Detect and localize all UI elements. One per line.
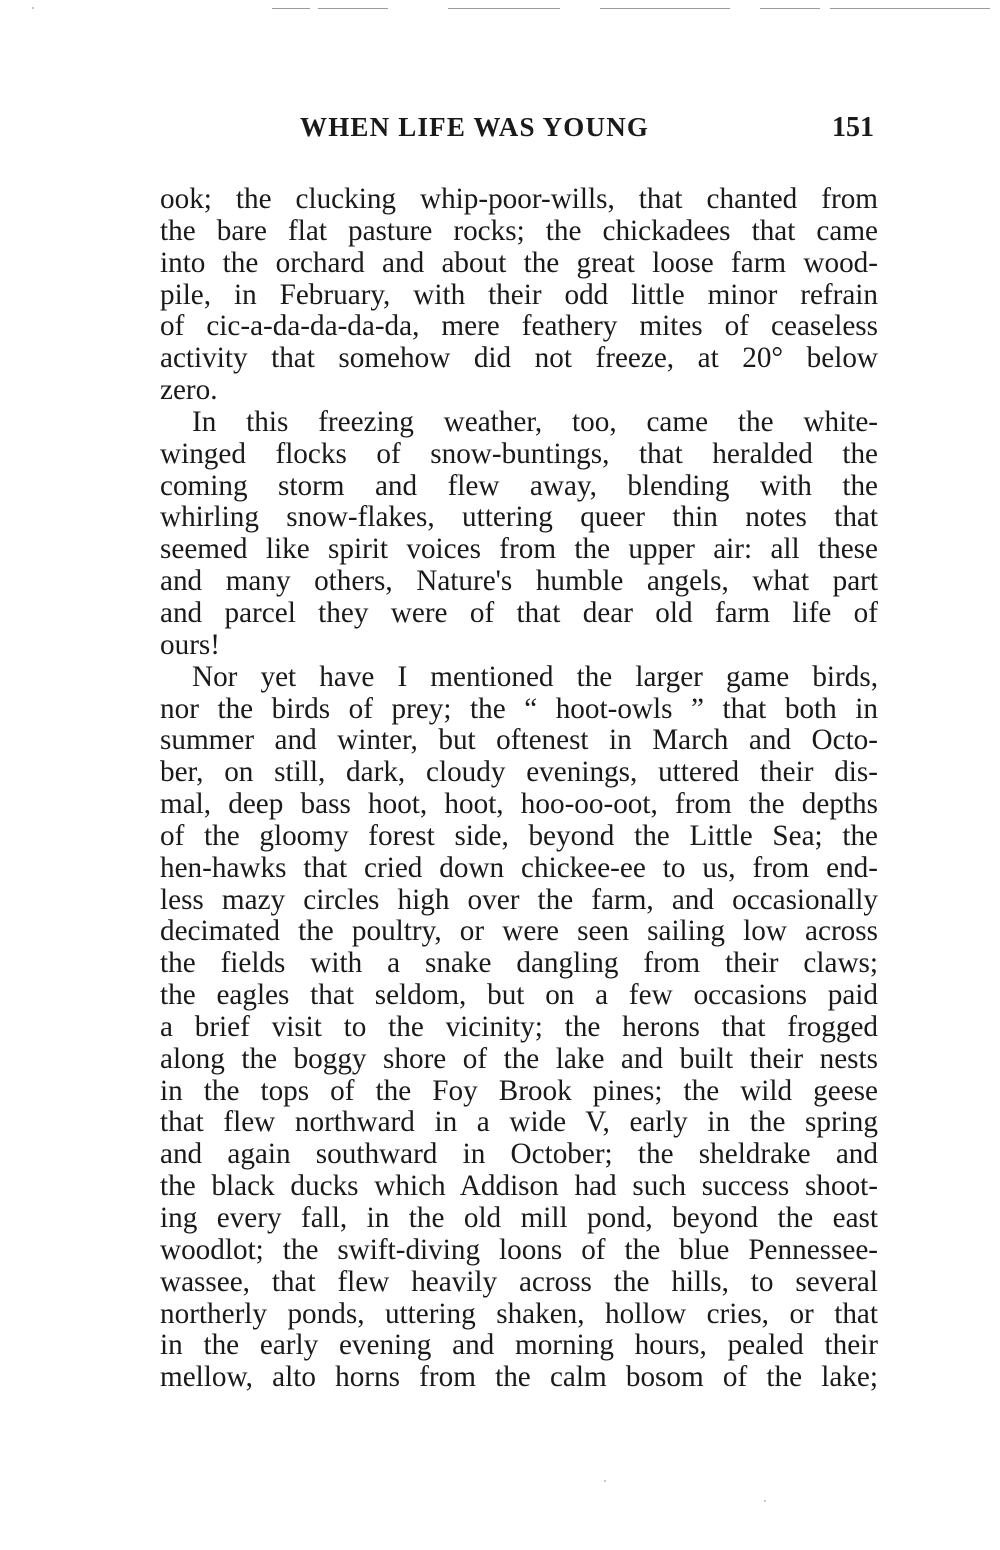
text-line: pile, in February, with their odd little minor refrain (160, 278, 878, 311)
text-line: ing every fall, in the old mill pond, beyond the east (160, 1202, 878, 1234)
scan-mark (272, 8, 310, 9)
text-line: hen-hawks that cried down chickee-ee to us, from end- (160, 851, 878, 884)
scan-mark (448, 8, 560, 9)
scan-dot (32, 7, 34, 9)
text-line: in the tops of the Foy Brook pines; the wild geese (160, 1074, 878, 1107)
text-line: the bare flat pasture rocks; the chickadees that came (160, 214, 878, 247)
running-title: WHEN LIFE WAS YOUNG (300, 112, 650, 142)
text-line: a brief visit to the vicinity; the herons that frogged (160, 1010, 878, 1043)
text-line: mellow, alto horns from the calm bosom of the lake; (160, 1361, 878, 1394)
text-line: whirling snow-flakes, uttering queer thin notes that (160, 501, 878, 534)
scan-mark (830, 8, 990, 9)
text-line: along the boggy shore of the lake and built their nests (160, 1042, 878, 1075)
text-line: woodlot; the swift-diving loons of the blue Pennessee- (160, 1233, 878, 1266)
running-head (160, 112, 878, 152)
text-line: Nor yet have I mentioned the larger game birds, (192, 660, 878, 693)
text-line: zero. (160, 374, 218, 407)
text-line: and parcel they were of that dear old farm life of (160, 596, 878, 629)
scan-mark (600, 8, 730, 9)
text-line: of the gloomy forest side, beyond the Little Sea; the (160, 819, 878, 852)
text-line: In this freezing weather, too, came the white- (192, 405, 878, 438)
text-line: into the orchard and about the great loose farm wood- (160, 246, 878, 279)
scan-dot (604, 1480, 606, 1482)
page-number: 151 (832, 112, 874, 143)
text-line: and again southward in October; the sheldrake and (160, 1138, 878, 1171)
text-line: ber, on still, dark, cloudy evenings, uttered their dis- (160, 756, 878, 789)
text-line: northerly ponds, uttering shaken, hollow cries, or that (160, 1297, 878, 1330)
text-line: of cic-a-da-da-da-da, mere feathery mites of ceaseless (160, 310, 878, 343)
text-line: winged flocks of snow-buntings, that heralded the (160, 437, 878, 470)
text-line: decimated the poultry, or were seen sailing low across (160, 915, 878, 948)
text-line: the eagles that seldom, but on a few occasions paid (160, 979, 878, 1012)
text-line: mal, deep bass hoot, hoot, hoo-oo-oot, from the depths (160, 788, 878, 821)
text-line: ook; the clucking whip-poor-wills, that chanted from (160, 183, 878, 215)
text-line: the fields with a snake dangling from their claws; (160, 947, 878, 980)
text-line: nor the birds of prey; the “ hoot-owls ” that both in (160, 692, 878, 725)
text-line: wassee, that flew heavily across the hills, to several (160, 1265, 878, 1298)
body-text (160, 184, 878, 1394)
text-line: and many others, Nature's humble angels, what part (160, 565, 878, 598)
text-line: summer and winter, but oftenest in March and Octo- (160, 724, 878, 757)
scan-mark (318, 8, 388, 9)
text-line: ours! (160, 628, 220, 661)
text-line: less mazy circles high over the farm, and occasionally (160, 883, 878, 916)
scan-mark (760, 8, 820, 9)
text-line: activity that somehow did not freeze, at 20° below (160, 342, 878, 375)
text-line: coming storm and flew away, blending with the (160, 469, 878, 502)
text-line: that flew northward in a wide V, early in the spring (160, 1106, 878, 1139)
text-line: the black ducks which Addison had such success shoot- (160, 1170, 878, 1203)
text-line: in the early evening and morning hours, pealed their (160, 1329, 878, 1362)
scan-dot (764, 1500, 766, 1502)
text-line: seemed like spirit voices from the upper air: all these (160, 533, 878, 566)
